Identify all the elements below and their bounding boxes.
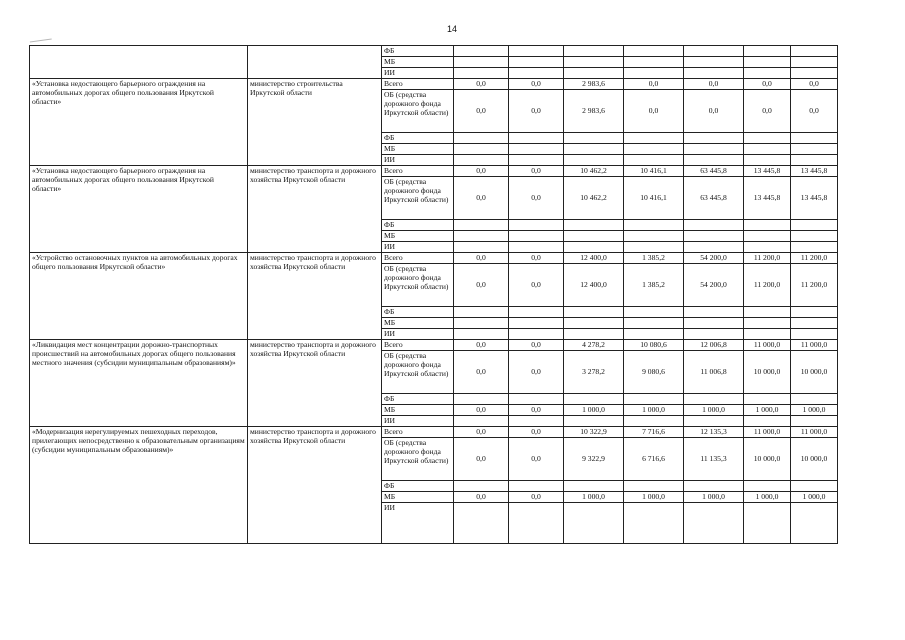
value-cell [509, 68, 564, 79]
value-cell: 10 416,1 [624, 177, 684, 220]
value-cell [509, 46, 564, 57]
table-row [30, 166, 838, 177]
value-cell [509, 57, 564, 68]
funding-source-cell: ФБ [382, 394, 454, 405]
value-cell: 10 462,2 [564, 177, 624, 220]
value-cell [744, 307, 791, 318]
value-cell [744, 481, 791, 492]
value-cell [744, 231, 791, 242]
value-cell [624, 57, 684, 68]
value-cell [454, 307, 509, 318]
value-cell [684, 329, 744, 340]
funding-source-cell: ФБ [382, 307, 454, 318]
value-cell: 0,0 [744, 90, 791, 133]
value-cell: 2 983,6 [564, 90, 624, 133]
value-cell [564, 57, 624, 68]
value-cell [624, 133, 684, 144]
value-cell: 1 000,0 [564, 492, 624, 503]
value-cell [791, 144, 838, 155]
value-cell: 0,0 [454, 90, 509, 133]
value-cell: 0,0 [454, 177, 509, 220]
value-cell [791, 68, 838, 79]
funding-source-cell: ИИ [382, 503, 454, 544]
funding-source-cell: Всего [382, 340, 454, 351]
value-cell: 12 135,3 [684, 427, 744, 438]
value-cell [454, 242, 509, 253]
value-cell [564, 155, 624, 166]
value-cell: 0,0 [509, 177, 564, 220]
value-cell: 0,0 [791, 79, 838, 90]
value-cell: 0,0 [509, 427, 564, 438]
value-cell [509, 133, 564, 144]
value-cell [564, 394, 624, 405]
value-cell [684, 231, 744, 242]
value-cell [509, 329, 564, 340]
value-cell [509, 416, 564, 427]
value-cell [744, 318, 791, 329]
table-row [30, 427, 838, 438]
value-cell [564, 307, 624, 318]
value-cell: 10 416,1 [624, 166, 684, 177]
value-cell [564, 220, 624, 231]
value-cell [684, 481, 744, 492]
value-cell: 11 000,0 [791, 427, 838, 438]
value-cell [624, 503, 684, 544]
value-cell [744, 394, 791, 405]
table-body [30, 46, 838, 544]
value-cell [454, 394, 509, 405]
executor-cell [248, 46, 382, 79]
value-cell: 12 400,0 [564, 264, 624, 307]
value-cell: 54 200,0 [684, 253, 744, 264]
value-cell: 10 080,6 [624, 340, 684, 351]
value-cell: 0,0 [509, 405, 564, 416]
value-cell: 1 000,0 [684, 405, 744, 416]
value-cell: 0,0 [509, 253, 564, 264]
funding-source-cell: ФБ [382, 481, 454, 492]
funding-source-cell: МБ [382, 492, 454, 503]
value-cell: 11 006,8 [684, 351, 744, 394]
value-cell [454, 57, 509, 68]
value-cell [791, 231, 838, 242]
value-cell: 54 200,0 [684, 264, 744, 307]
value-cell [624, 46, 684, 57]
funding-source-cell: ИИ [382, 329, 454, 340]
value-cell [454, 68, 509, 79]
value-cell [509, 144, 564, 155]
executor-cell: министерство транспорта и дорожного хозяйства Иркутской области [248, 166, 382, 253]
value-cell: 0,0 [509, 264, 564, 307]
value-cell: 10 322,9 [564, 427, 624, 438]
value-cell [509, 503, 564, 544]
program-name-cell: «Установка недостающего барьерного ограждения на автомобильных дорогах общего пользования Иркутской области» [30, 79, 248, 166]
value-cell: 11 000,0 [744, 340, 791, 351]
value-cell: 3 278,2 [564, 351, 624, 394]
value-cell: 1 000,0 [791, 405, 838, 416]
executor-cell: министерство строительства Иркутской области [248, 79, 382, 166]
funding-source-cell: ОБ (средства дорожного фонда Иркутской области) [382, 177, 454, 220]
value-cell: 1 000,0 [624, 405, 684, 416]
value-cell: 0,0 [454, 264, 509, 307]
value-cell [564, 46, 624, 57]
value-cell [791, 220, 838, 231]
value-cell [624, 307, 684, 318]
value-cell: 11 135,3 [684, 438, 744, 481]
value-cell: 1 000,0 [791, 492, 838, 503]
value-cell: 11 200,0 [791, 253, 838, 264]
funding-source-cell: ИИ [382, 68, 454, 79]
value-cell [744, 46, 791, 57]
funding-source-cell: ИИ [382, 242, 454, 253]
page-number: 14 [446, 24, 457, 34]
value-cell [684, 133, 744, 144]
value-cell [564, 133, 624, 144]
budget-table [29, 45, 838, 544]
value-cell [791, 503, 838, 544]
value-cell [744, 57, 791, 68]
value-cell: 7 716,6 [624, 427, 684, 438]
value-cell: 0,0 [509, 79, 564, 90]
value-cell: 12 006,8 [684, 340, 744, 351]
value-cell [564, 242, 624, 253]
value-cell [744, 68, 791, 79]
funding-source-cell: Всего [382, 253, 454, 264]
value-cell: 1 000,0 [744, 492, 791, 503]
value-cell [509, 155, 564, 166]
value-cell [564, 329, 624, 340]
value-cell [564, 231, 624, 242]
program-name-cell: «Устройство остановочных пунктов на автомобильных дорогах общего пользования Иркутской области» [30, 253, 248, 340]
value-cell: 0,0 [509, 340, 564, 351]
value-cell [744, 133, 791, 144]
value-cell [744, 220, 791, 231]
funding-source-cell: МБ [382, 318, 454, 329]
funding-source-cell: ОБ (средства дорожного фонда Иркутской области) [382, 438, 454, 481]
value-cell [564, 481, 624, 492]
funding-source-cell: МБ [382, 144, 454, 155]
value-cell [791, 46, 838, 57]
value-cell: 11 000,0 [791, 340, 838, 351]
value-cell [684, 57, 744, 68]
value-cell [744, 242, 791, 253]
value-cell: 13 445,8 [791, 166, 838, 177]
value-cell [509, 231, 564, 242]
value-cell [509, 318, 564, 329]
funding-source-cell: ФБ [382, 220, 454, 231]
value-cell [684, 46, 744, 57]
executor-cell: министерство транспорта и дорожного хозяйства Иркутской области [248, 253, 382, 340]
table-row [30, 46, 838, 57]
funding-source-cell: МБ [382, 57, 454, 68]
value-cell: 0,0 [509, 90, 564, 133]
funding-source-cell: ОБ (средства дорожного фонда Иркутской области) [382, 351, 454, 394]
value-cell: 0,0 [454, 492, 509, 503]
value-cell [791, 307, 838, 318]
value-cell [454, 144, 509, 155]
program-name-cell [30, 46, 248, 79]
value-cell: 12 400,0 [564, 253, 624, 264]
value-cell: 11 200,0 [744, 253, 791, 264]
value-cell: 0,0 [744, 79, 791, 90]
value-cell: 0,0 [684, 90, 744, 133]
value-cell: 1 000,0 [564, 405, 624, 416]
value-cell [744, 144, 791, 155]
value-cell: 1 385,2 [624, 264, 684, 307]
value-cell [791, 155, 838, 166]
funding-source-cell: ФБ [382, 46, 454, 57]
value-cell [624, 144, 684, 155]
value-cell: 2 983,6 [564, 79, 624, 90]
value-cell: 0,0 [454, 166, 509, 177]
value-cell [684, 144, 744, 155]
value-cell [624, 155, 684, 166]
value-cell: 10 000,0 [791, 351, 838, 394]
value-cell [684, 318, 744, 329]
value-cell: 0,0 [509, 166, 564, 177]
funding-source-cell: ОБ (средства дорожного фонда Иркутской области) [382, 264, 454, 307]
value-cell [624, 416, 684, 427]
value-cell [454, 220, 509, 231]
value-cell [564, 68, 624, 79]
value-cell [744, 416, 791, 427]
value-cell [684, 503, 744, 544]
value-cell [454, 416, 509, 427]
value-cell [624, 242, 684, 253]
value-cell [454, 155, 509, 166]
value-cell: 10 000,0 [791, 438, 838, 481]
value-cell: 11 200,0 [744, 264, 791, 307]
value-cell [684, 68, 744, 79]
funding-source-cell: Всего [382, 166, 454, 177]
value-cell [564, 318, 624, 329]
value-cell: 4 278,2 [564, 340, 624, 351]
value-cell [684, 307, 744, 318]
value-cell [564, 503, 624, 544]
value-cell [454, 133, 509, 144]
value-cell: 0,0 [791, 90, 838, 133]
value-cell [564, 144, 624, 155]
value-cell [624, 220, 684, 231]
value-cell: 0,0 [454, 351, 509, 394]
executor-cell: министерство транспорта и дорожного хозяйства Иркутской области [248, 340, 382, 427]
value-cell: 10 462,2 [564, 166, 624, 177]
value-cell [791, 394, 838, 405]
funding-source-cell: МБ [382, 405, 454, 416]
value-cell [624, 68, 684, 79]
value-cell: 0,0 [624, 79, 684, 90]
value-cell: 6 716,6 [624, 438, 684, 481]
value-cell: 63 445,8 [684, 177, 744, 220]
value-cell [684, 242, 744, 253]
value-cell [791, 133, 838, 144]
program-name-cell: «Ликвидация мест концентрации дорожно-транспортных происшествий на автомобильных дорогах общего пользования местного значения (субсидии муниципальным образованиям)» [30, 340, 248, 427]
value-cell: 9 322,9 [564, 438, 624, 481]
funding-source-cell: Всего [382, 79, 454, 90]
funding-source-cell: Всего [382, 427, 454, 438]
value-cell: 1 000,0 [744, 405, 791, 416]
value-cell: 9 080,6 [624, 351, 684, 394]
value-cell: 11 000,0 [744, 427, 791, 438]
value-cell [454, 481, 509, 492]
value-cell: 0,0 [454, 79, 509, 90]
value-cell [454, 46, 509, 57]
value-cell: 11 200,0 [791, 264, 838, 307]
value-cell: 10 000,0 [744, 351, 791, 394]
table-row [30, 253, 838, 264]
funding-source-cell: ИИ [382, 155, 454, 166]
value-cell [684, 155, 744, 166]
program-name-cell: «Модернизация нерегулируемых пешеходных переходов, прилегающих непосредственно к образовательным организациям (субсидии муниципальным образованиям)» [30, 427, 248, 544]
value-cell [564, 416, 624, 427]
value-cell: 0,0 [454, 405, 509, 416]
value-cell [454, 231, 509, 242]
table-row [30, 79, 838, 90]
value-cell [624, 318, 684, 329]
value-cell [624, 329, 684, 340]
value-cell [744, 503, 791, 544]
funding-source-cell: ФБ [382, 133, 454, 144]
value-cell: 13 445,8 [744, 166, 791, 177]
value-cell: 0,0 [509, 492, 564, 503]
value-cell [744, 329, 791, 340]
value-cell [791, 481, 838, 492]
funding-source-cell: ИИ [382, 416, 454, 427]
value-cell [454, 329, 509, 340]
value-cell: 63 445,8 [684, 166, 744, 177]
value-cell [454, 503, 509, 544]
value-cell [509, 307, 564, 318]
value-cell [744, 155, 791, 166]
value-cell: 0,0 [509, 351, 564, 394]
value-cell: 0,0 [454, 438, 509, 481]
value-cell: 0,0 [454, 253, 509, 264]
value-cell: 0,0 [509, 438, 564, 481]
funding-source-cell: ОБ (средства дорожного фонда Иркутской области) [382, 90, 454, 133]
value-cell: 1 385,2 [624, 253, 684, 264]
value-cell: 1 000,0 [684, 492, 744, 503]
value-cell: 13 445,8 [791, 177, 838, 220]
value-cell [791, 416, 838, 427]
value-cell: 0,0 [624, 90, 684, 133]
value-cell [454, 318, 509, 329]
value-cell [509, 220, 564, 231]
value-cell: 0,0 [684, 79, 744, 90]
value-cell [684, 416, 744, 427]
value-cell [791, 329, 838, 340]
value-cell: 13 445,8 [744, 177, 791, 220]
value-cell [509, 394, 564, 405]
value-cell [791, 318, 838, 329]
value-cell [791, 242, 838, 253]
value-cell [684, 220, 744, 231]
value-cell [624, 481, 684, 492]
value-cell [624, 394, 684, 405]
value-cell: 1 000,0 [624, 492, 684, 503]
value-cell: 0,0 [454, 340, 509, 351]
funding-source-cell: МБ [382, 231, 454, 242]
value-cell: 10 000,0 [744, 438, 791, 481]
value-cell [684, 394, 744, 405]
value-cell [509, 481, 564, 492]
value-cell: 0,0 [454, 427, 509, 438]
value-cell [624, 231, 684, 242]
program-name-cell: «Установка недостающего барьерного ограждения на автомобильных дорогах общего пользования Иркутской области» [30, 166, 248, 253]
executor-cell: министерство транспорта и дорожного хозяйства Иркутской области [248, 427, 382, 544]
value-cell [791, 57, 838, 68]
value-cell [509, 242, 564, 253]
table-row [30, 340, 838, 351]
